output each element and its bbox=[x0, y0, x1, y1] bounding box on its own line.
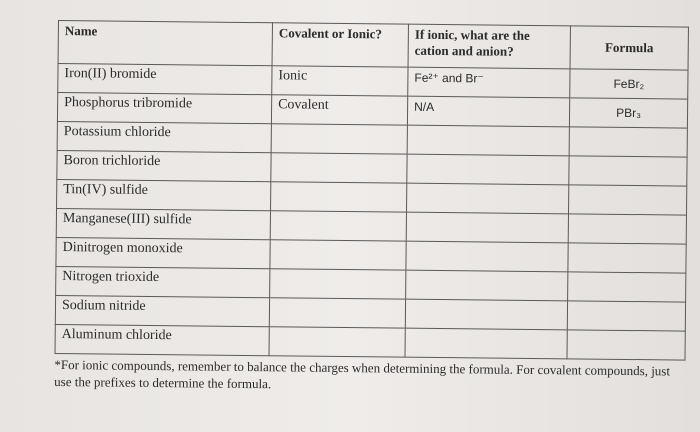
compound-ions bbox=[407, 183, 569, 214]
compound-formula bbox=[567, 301, 685, 331]
compound-name: Sodium nitride bbox=[55, 295, 269, 326]
compound-ions bbox=[406, 212, 568, 243]
instruction-note: *For ionic compounds, remember to balance the charges when determining the formula. For covalent compounds, just use the prefixes to determine the formula. bbox=[54, 356, 671, 392]
compound-name: Potassium chloride bbox=[57, 121, 271, 152]
compound-name: Nitrogen trioxide bbox=[56, 266, 270, 297]
compound-formula: FeBr₂ bbox=[570, 69, 688, 99]
compound-type bbox=[270, 269, 406, 299]
compound-formula bbox=[568, 272, 686, 302]
compound-name: Aluminum chloride bbox=[55, 324, 269, 355]
compound-formula bbox=[567, 330, 685, 360]
header-formula: Formula bbox=[570, 26, 688, 70]
header-type-text: Covalent or Ionic? bbox=[278, 25, 382, 42]
compound-type bbox=[269, 298, 405, 328]
compound-type bbox=[271, 124, 407, 154]
table-row bbox=[55, 324, 685, 360]
compound-formula bbox=[568, 243, 686, 273]
compound-type: Ionic bbox=[272, 66, 408, 96]
compound-formula bbox=[568, 185, 686, 215]
compound-name: Iron(II) bromide bbox=[58, 64, 272, 95]
compound-ions bbox=[406, 241, 568, 272]
compound-type bbox=[269, 327, 405, 357]
compound-name: Boron trichloride bbox=[57, 150, 271, 181]
header-row bbox=[58, 21, 688, 71]
compound-type bbox=[270, 240, 406, 270]
compound-name: Tin(IV) sulfide bbox=[57, 179, 271, 210]
compound-type: Covalent bbox=[271, 95, 407, 125]
compound-table bbox=[55, 20, 689, 361]
compound-formula bbox=[569, 127, 687, 157]
compound-name: Manganese(III) sulfide bbox=[56, 208, 270, 239]
header-ions bbox=[408, 24, 570, 69]
header-type bbox=[272, 23, 408, 67]
compound-type bbox=[270, 211, 406, 241]
compound-type bbox=[271, 153, 407, 183]
compound-formula bbox=[569, 156, 687, 186]
compound-ions: Fe²⁺ and Br⁻ bbox=[408, 67, 570, 98]
worksheet bbox=[54, 20, 690, 419]
compound-ions: N/A bbox=[407, 96, 569, 127]
compound-ions bbox=[405, 328, 567, 359]
compound-ions bbox=[405, 299, 567, 330]
compound-formula bbox=[568, 214, 686, 244]
compound-ions bbox=[407, 154, 569, 185]
compound-formula: PBr₃ bbox=[569, 98, 687, 128]
compound-type bbox=[271, 182, 407, 212]
compound-ions bbox=[407, 125, 569, 156]
header-name: Name bbox=[58, 21, 272, 66]
header-ions-text: If ionic, what are the cation and anion? bbox=[414, 26, 530, 59]
compound-name: Dinitrogen monoxide bbox=[56, 237, 270, 268]
compound-name: Phosphorus tribromide bbox=[57, 93, 271, 124]
compound-ions bbox=[406, 270, 568, 301]
